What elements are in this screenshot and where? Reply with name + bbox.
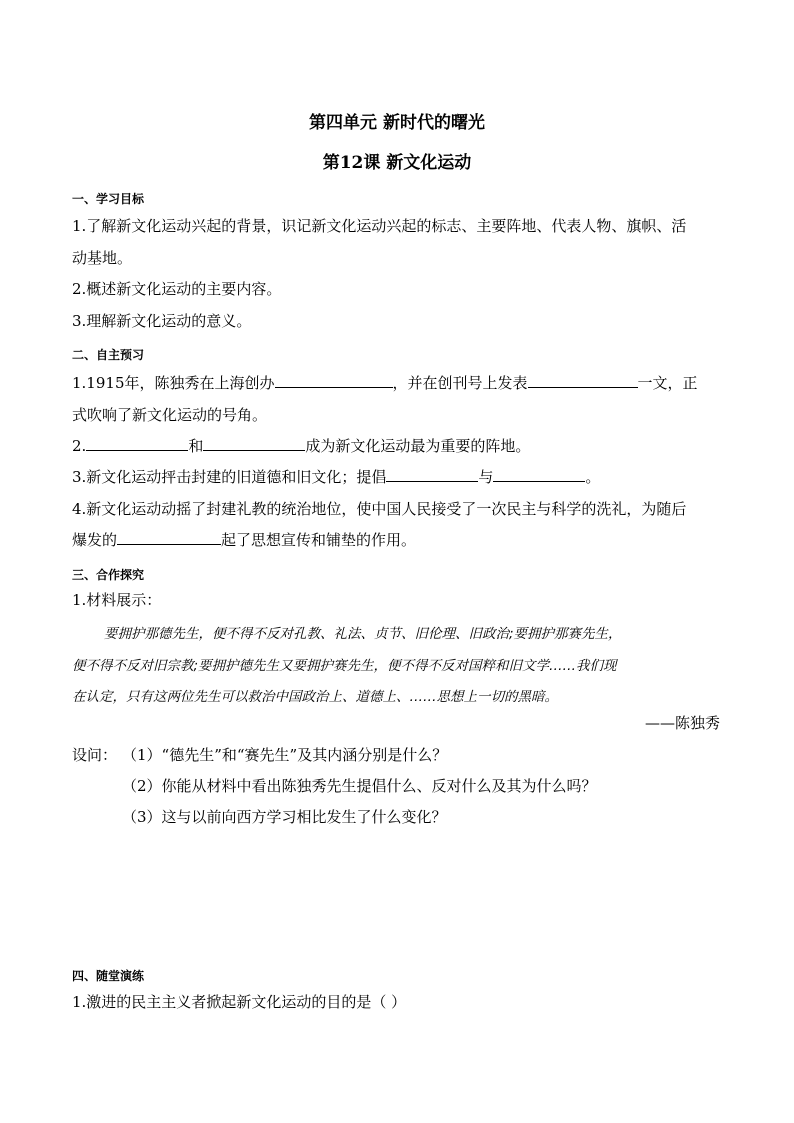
question-label: 设问：: [72, 746, 118, 764]
material-text-line-3: 在认定，只有这两位先生可以救治中国政治上、道德上、……思想上一切的黑暗。: [72, 689, 558, 705]
section-heading-objectives: 一、学习目标: [72, 192, 145, 206]
preview-question-1: 1.1915年，陈独秀在上海创办 ，并在创刊号上发表 一文，正: [72, 374, 698, 392]
material-text-line-1: 要拥护那德先生，便不得不反对孔教、礼法、贞节、旧伦理、旧政治;要拥护那赛先生，: [104, 626, 622, 642]
objective-line-3: 2.概述新文化运动的主要内容。: [72, 280, 282, 298]
section-heading-inquiry: 三、合作探究: [72, 568, 145, 582]
fill-blank[interactable]: [528, 373, 638, 388]
preview-question-4-line-2: 爆发的 起了思想宣传和铺垫的作用。: [72, 531, 417, 549]
material-author: ——陈独秀: [644, 714, 720, 732]
inquiry-question-2: （2）你能从材料中看出陈独秀先生提倡什么、反对什么及其为什么吗？: [122, 777, 597, 795]
preview-question-1-line-2: 式吹响了新文化运动的号角。: [72, 406, 268, 424]
objective-line-2: 动基地。: [72, 249, 133, 267]
material-label: 1.材料展示：: [72, 591, 162, 609]
preview-question-4: 4.新文化运动动摇了封建礼教的统治地位，使中国人民接受了一次民主与科学的洗礼，为随后: [72, 500, 687, 518]
fill-blank[interactable]: [275, 373, 393, 388]
objective-line-4: 3.理解新文化运动的意义。: [72, 312, 252, 330]
inquiry-question-3: （3）这与以前向西方学习相比发生了什么变化？: [122, 808, 447, 826]
fill-blank[interactable]: [117, 530, 221, 545]
fill-blank[interactable]: [493, 467, 585, 482]
objective-line-1: 1.了解新文化运动兴起的背景，识记新文化运动兴起的标志、主要阵地、代表人物、旗帜、活: [72, 217, 687, 235]
lesson-title: 第12课 新文化运动: [322, 153, 472, 173]
inquiry-question-1: （1）“德先生”和“赛先生”及其内涵分别是什么？: [122, 746, 448, 764]
practice-question-1: 1.激进的民主主义者掀起新文化运动的目的是（ ）: [72, 993, 407, 1011]
fill-blank[interactable]: [203, 436, 305, 451]
material-text-line-2: 便不得不反对旧宗教;要拥护德先生又要拥护赛先生，便不得不反对国粹和旧文学……我们现: [72, 658, 617, 674]
section-heading-practice: 四、随堂演练: [72, 969, 145, 983]
preview-question-2: 2. 和 成为新文化运动最为重要的阵地。: [72, 437, 531, 455]
fill-blank[interactable]: [386, 467, 478, 482]
section-heading-preview: 二、自主预习: [72, 348, 145, 362]
fill-blank[interactable]: [86, 436, 188, 451]
preview-question-3: 3.新文化运动抨击封建的旧道德和旧文化；提倡 与 。: [72, 468, 601, 486]
unit-title: 第四单元 新时代的曙光: [309, 113, 485, 133]
